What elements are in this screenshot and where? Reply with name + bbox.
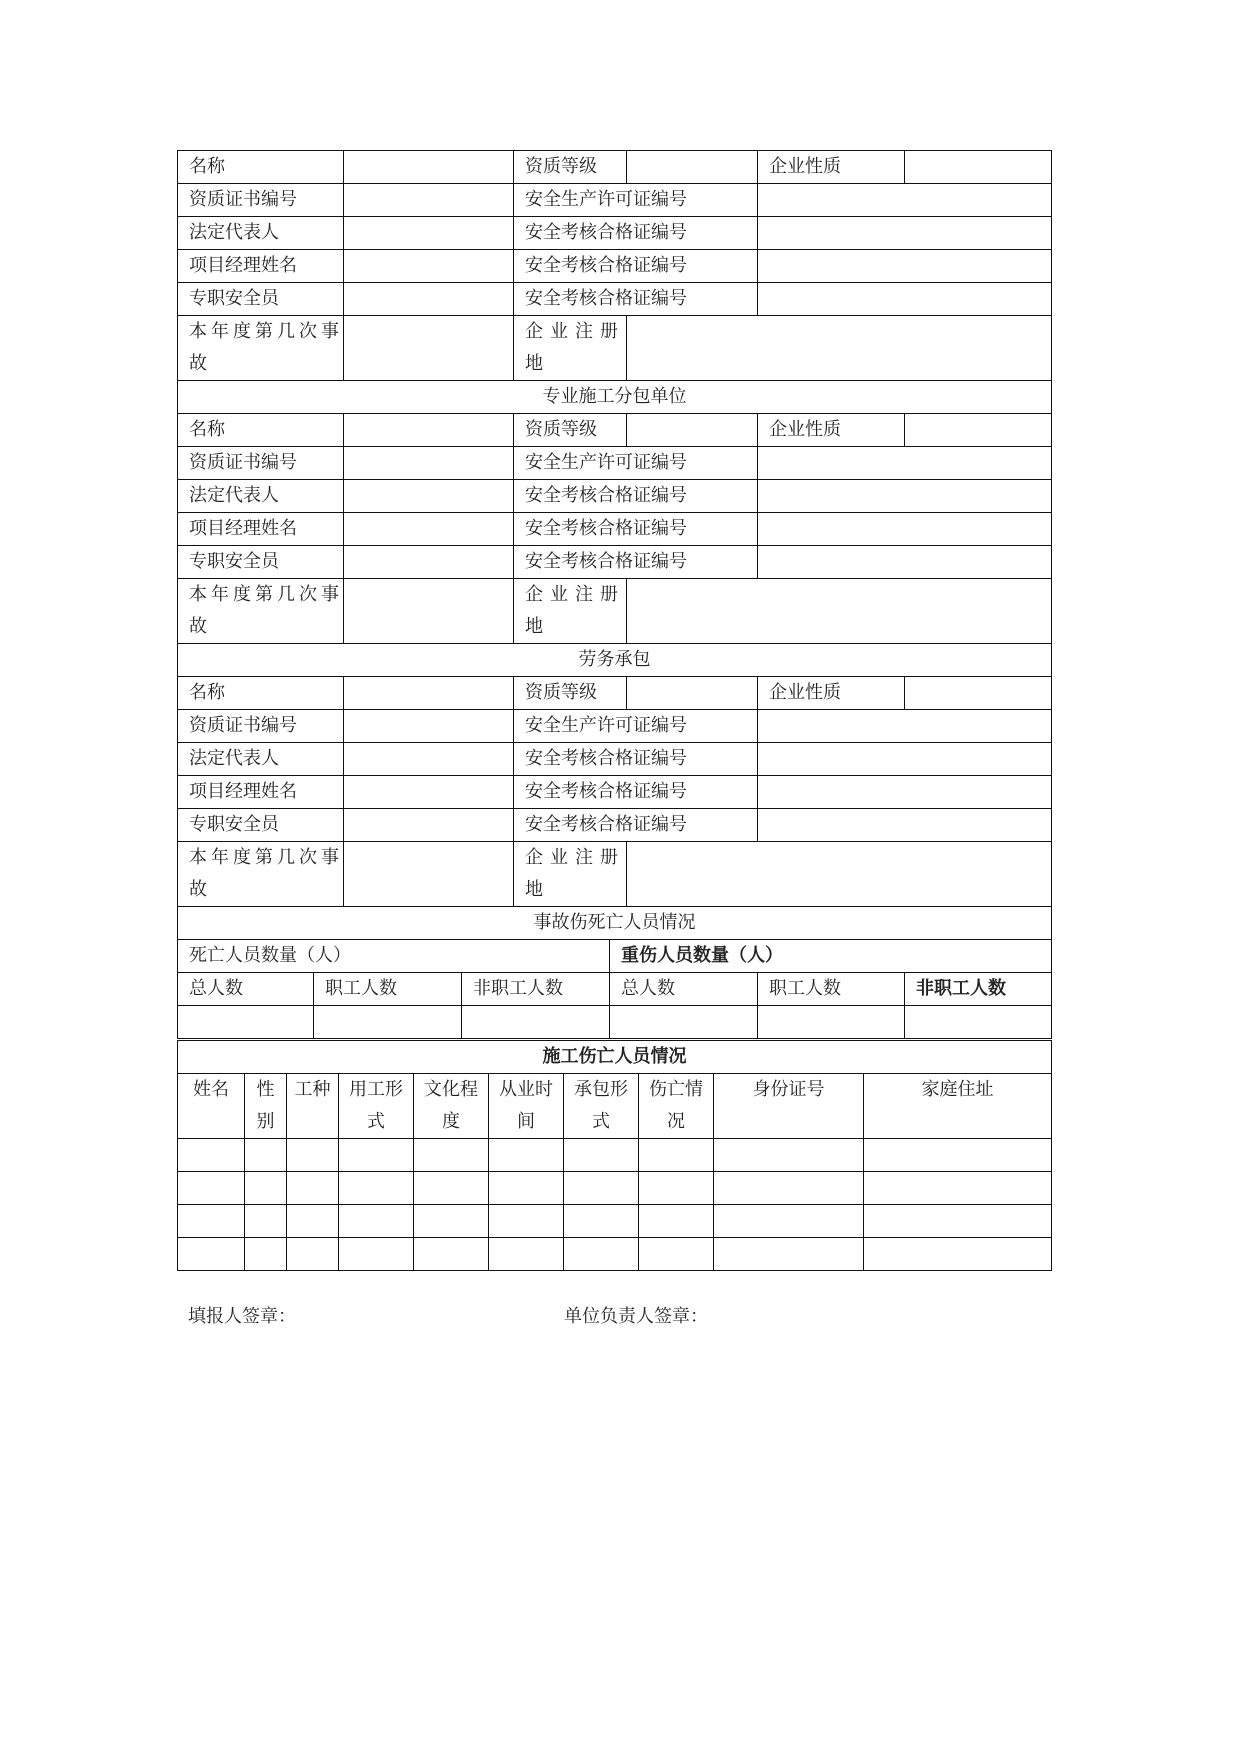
block0-cert-no-label: 资质证书编号 <box>178 184 344 217</box>
worker-cell[interactable] <box>414 1172 489 1205</box>
block2-accident-no-value[interactable] <box>344 842 514 907</box>
worker-col-4-label: 文化程度 <box>414 1074 489 1139</box>
block2-cert-no-label: 资质证书编号 <box>178 710 344 743</box>
block2-legal-rep-value[interactable] <box>344 743 514 776</box>
block0-safety-officer-value[interactable] <box>344 283 514 316</box>
block0-row-3 <box>178 217 1052 250</box>
worker-cell[interactable] <box>339 1139 414 1172</box>
block0-name-row <box>178 151 1052 184</box>
casualty-heading: 事故伤死亡人员情况 <box>178 906 1052 939</box>
block2-reg-place-label: 企业注册地 <box>514 842 627 907</box>
block1-assess-cert-3-value[interactable] <box>758 546 1052 579</box>
block1-assess-cert-1-label: 安全考核合格证编号 <box>514 480 758 513</box>
worker-col-3-label: 用工形式 <box>339 1074 414 1139</box>
block2-qual-level-label: 资质等级 <box>514 677 627 710</box>
death-staff-label: 职工人数 <box>314 972 462 1005</box>
worker-cell[interactable] <box>414 1205 489 1238</box>
worker-row <box>178 1139 1052 1172</box>
block1-qual-level-label: 资质等级 <box>514 414 627 447</box>
worker-cell[interactable] <box>864 1205 1052 1238</box>
block0-qual-level-value[interactable] <box>627 151 758 184</box>
injuries-count-label: 重伤人员数量（人） <box>610 939 1052 972</box>
worker-cell[interactable] <box>287 1172 339 1205</box>
worker-col-1-label: 性别 <box>245 1074 287 1139</box>
worker-cell[interactable] <box>639 1238 714 1271</box>
worker-cell[interactable] <box>639 1172 714 1205</box>
worker-heading-row <box>178 1041 1052 1074</box>
worker-cell[interactable] <box>489 1205 564 1238</box>
block1-qual-level-value[interactable] <box>627 414 758 447</box>
worker-cell[interactable] <box>287 1139 339 1172</box>
block2-safety-officer-value[interactable] <box>344 809 514 842</box>
worker-col-0-label: 姓名 <box>178 1074 245 1139</box>
block0-assess-cert-1-label: 安全考核合格证编号 <box>514 217 758 250</box>
block0-qual-level-label: 资质等级 <box>514 151 627 184</box>
worker-cell[interactable] <box>864 1139 1052 1172</box>
death-nonstaff-value[interactable] <box>462 1005 610 1038</box>
block2-heading: 劳务承包 <box>178 644 1052 677</box>
block2-row-4 <box>178 776 1052 809</box>
block2-assess-cert-3-label: 安全考核合格证编号 <box>514 809 758 842</box>
block2-accident-no-label: 本年度第几次事故 <box>178 842 344 907</box>
worker-cell[interactable] <box>714 1139 864 1172</box>
block0-pm-name-label: 项目经理姓名 <box>178 250 344 283</box>
block0-reg-place-label: 企业注册地 <box>514 316 627 381</box>
worker-cell[interactable] <box>489 1238 564 1271</box>
injury-total-label: 总人数 <box>610 972 758 1005</box>
block0-nature-value[interactable] <box>905 151 1052 184</box>
worker-cell[interactable] <box>178 1205 245 1238</box>
block1-safety-license-value[interactable] <box>758 447 1052 480</box>
block1-heading-row <box>178 381 1052 414</box>
worker-cell[interactable] <box>639 1205 714 1238</box>
death-nonstaff-label: 非职工人数 <box>462 972 610 1005</box>
worker-cell[interactable] <box>564 1238 639 1271</box>
block2-assess-cert-1-value[interactable] <box>758 743 1052 776</box>
block0-reg-place-value[interactable] <box>627 316 1052 381</box>
casualty-columns-row <box>178 972 1052 1005</box>
worker-col-2-label: 工种 <box>287 1074 339 1139</box>
block2-safety-license-value[interactable] <box>758 710 1052 743</box>
block0-nature-label: 企业性质 <box>758 151 905 184</box>
block1-safety-officer-label: 专职安全员 <box>178 546 344 579</box>
block2-row-5 <box>178 809 1052 842</box>
block1-accident-no-label: 本年度第几次事故 <box>178 579 344 644</box>
block2-name-label: 名称 <box>178 677 344 710</box>
worker-cell[interactable] <box>564 1205 639 1238</box>
injury-total-value[interactable] <box>610 1005 758 1038</box>
worker-cell[interactable] <box>714 1205 864 1238</box>
block0-safety-license-label: 安全生产许可证编号 <box>514 184 758 217</box>
injury-staff-label: 职工人数 <box>758 972 905 1005</box>
worker-cell[interactable] <box>245 1139 287 1172</box>
block1-assess-cert-2-label: 安全考核合格证编号 <box>514 513 758 546</box>
worker-cell[interactable] <box>864 1172 1052 1205</box>
worker-cell[interactable] <box>489 1172 564 1205</box>
worker-cell[interactable] <box>339 1172 414 1205</box>
worker-col-8-label: 身份证号 <box>714 1074 864 1139</box>
block1-legal-rep-label: 法定代表人 <box>178 480 344 513</box>
block0-assess-cert-3-label: 安全考核合格证编号 <box>514 283 758 316</box>
worker-casualty-table <box>177 1040 1052 1271</box>
block2-pm-name-value[interactable] <box>344 776 514 809</box>
worker-cell[interactable] <box>564 1139 639 1172</box>
block0-safety-officer-label: 专职安全员 <box>178 283 344 316</box>
worker-cell[interactable] <box>178 1139 245 1172</box>
block0-accident-no-label: 本年度第几次事故 <box>178 316 344 381</box>
worker-cell[interactable] <box>489 1139 564 1172</box>
block0-accident-row <box>178 316 1052 381</box>
block1-cert-no-value[interactable] <box>344 447 514 480</box>
block1-accident-no-value[interactable] <box>344 579 514 644</box>
block1-accident-row <box>178 579 1052 644</box>
block1-legal-rep-value[interactable] <box>344 480 514 513</box>
block1-row-4 <box>178 513 1052 546</box>
worker-columns-row <box>178 1074 1052 1139</box>
worker-cell[interactable] <box>178 1238 245 1271</box>
accident-report-form <box>177 150 1051 1271</box>
worker-cell[interactable] <box>414 1139 489 1172</box>
worker-cell[interactable] <box>639 1139 714 1172</box>
unit-info-table <box>177 150 1052 907</box>
worker-heading: 施工伤亡人员情况 <box>178 1041 1052 1074</box>
worker-col-7-label: 伤亡情况 <box>639 1074 714 1139</box>
worker-col-5-label: 从业时间 <box>489 1074 564 1139</box>
worker-cell[interactable] <box>864 1238 1052 1271</box>
worker-cell[interactable] <box>339 1205 414 1238</box>
block1-row-2 <box>178 447 1052 480</box>
block1-assess-cert-1-value[interactable] <box>758 480 1052 513</box>
worker-cell[interactable] <box>339 1238 414 1271</box>
worker-cell[interactable] <box>245 1238 287 1271</box>
block2-safety-license-label: 安全生产许可证编号 <box>514 710 758 743</box>
casualty-group-row <box>178 939 1052 972</box>
block0-assess-cert-2-label: 安全考核合格证编号 <box>514 250 758 283</box>
worker-cell[interactable] <box>564 1172 639 1205</box>
block1-name-row <box>178 414 1052 447</box>
block1-name-label: 名称 <box>178 414 344 447</box>
block1-row-3 <box>178 480 1052 513</box>
block0-name-value[interactable] <box>344 151 514 184</box>
block2-accident-row <box>178 842 1052 907</box>
block2-row-3 <box>178 743 1052 776</box>
worker-col-6-label: 承包形式 <box>564 1074 639 1139</box>
block0-legal-rep-value[interactable] <box>344 217 514 250</box>
block0-assess-cert-1-value[interactable] <box>758 217 1052 250</box>
block2-safety-officer-label: 专职安全员 <box>178 809 344 842</box>
block0-cert-no-value[interactable] <box>344 184 514 217</box>
worker-cell[interactable] <box>287 1238 339 1271</box>
block2-assess-cert-3-value[interactable] <box>758 809 1052 842</box>
worker-cell[interactable] <box>714 1238 864 1271</box>
block0-row-4 <box>178 250 1052 283</box>
worker-cell[interactable] <box>287 1205 339 1238</box>
block1-pm-name-value[interactable] <box>344 513 514 546</box>
worker-row <box>178 1205 1052 1238</box>
block2-heading-row <box>178 644 1052 677</box>
block1-assess-cert-2-value[interactable] <box>758 513 1052 546</box>
block2-name-value[interactable] <box>344 677 514 710</box>
worker-cell[interactable] <box>714 1172 864 1205</box>
block1-cert-no-label: 资质证书编号 <box>178 447 344 480</box>
injury-nonstaff-value[interactable] <box>905 1005 1052 1038</box>
block1-name-value[interactable] <box>344 414 514 447</box>
casualty-heading-row <box>178 906 1052 939</box>
unit-head-signature-label: 单位负责人签章： <box>564 1306 708 1327</box>
block2-row-2 <box>178 710 1052 743</box>
death-staff-value[interactable] <box>314 1005 462 1038</box>
block0-pm-name-value[interactable] <box>344 250 514 283</box>
block2-assess-cert-1-label: 安全考核合格证编号 <box>514 743 758 776</box>
block1-pm-name-label: 项目经理姓名 <box>178 513 344 546</box>
block0-name-label: 名称 <box>178 151 344 184</box>
block1-reg-place-value[interactable] <box>627 579 1052 644</box>
worker-cell[interactable] <box>245 1205 287 1238</box>
block2-nature-label: 企业性质 <box>758 677 905 710</box>
injury-nonstaff-label: 非职工人数 <box>905 972 1052 1005</box>
worker-row <box>178 1172 1052 1205</box>
injury-staff-value[interactable] <box>758 1005 905 1038</box>
block1-row-5 <box>178 546 1052 579</box>
block1-safety-officer-value[interactable] <box>344 546 514 579</box>
block0-safety-license-value[interactable] <box>758 184 1052 217</box>
block0-row-2 <box>178 184 1052 217</box>
block1-heading: 专业施工分包单位 <box>178 381 1052 414</box>
reporter-signature-label: 填报人签章： <box>188 1306 296 1327</box>
worker-cell[interactable] <box>245 1172 287 1205</box>
block2-name-row <box>178 677 1052 710</box>
casualty-values-row <box>178 1005 1052 1038</box>
death-total-label: 总人数 <box>178 972 314 1005</box>
block0-assess-cert-2-value[interactable] <box>758 250 1052 283</box>
worker-col-9-label: 家庭住址 <box>864 1074 1052 1139</box>
block2-assess-cert-2-value[interactable] <box>758 776 1052 809</box>
block2-legal-rep-label: 法定代表人 <box>178 743 344 776</box>
block2-pm-name-label: 项目经理姓名 <box>178 776 344 809</box>
death-total-value[interactable] <box>178 1005 314 1038</box>
casualty-count-table <box>177 906 1052 1039</box>
deaths-count-label: 死亡人员数量（人） <box>178 939 610 972</box>
block2-nature-value[interactable] <box>905 677 1052 710</box>
block1-assess-cert-3-label: 安全考核合格证编号 <box>514 546 758 579</box>
block0-legal-rep-label: 法定代表人 <box>178 217 344 250</box>
block2-cert-no-value[interactable] <box>344 710 514 743</box>
worker-row <box>178 1238 1052 1271</box>
block0-accident-no-value[interactable] <box>344 316 514 381</box>
block2-reg-place-value[interactable] <box>627 842 1052 907</box>
block2-assess-cert-2-label: 安全考核合格证编号 <box>514 776 758 809</box>
block1-reg-place-label: 企业注册地 <box>514 579 627 644</box>
block2-qual-level-value[interactable] <box>627 677 758 710</box>
worker-cell[interactable] <box>414 1238 489 1271</box>
block0-assess-cert-3-value[interactable] <box>758 283 1052 316</box>
block1-nature-label: 企业性质 <box>758 414 905 447</box>
worker-cell[interactable] <box>178 1172 245 1205</box>
block0-row-5 <box>178 283 1052 316</box>
block1-safety-license-label: 安全生产许可证编号 <box>514 447 758 480</box>
block1-nature-value[interactable] <box>905 414 1052 447</box>
